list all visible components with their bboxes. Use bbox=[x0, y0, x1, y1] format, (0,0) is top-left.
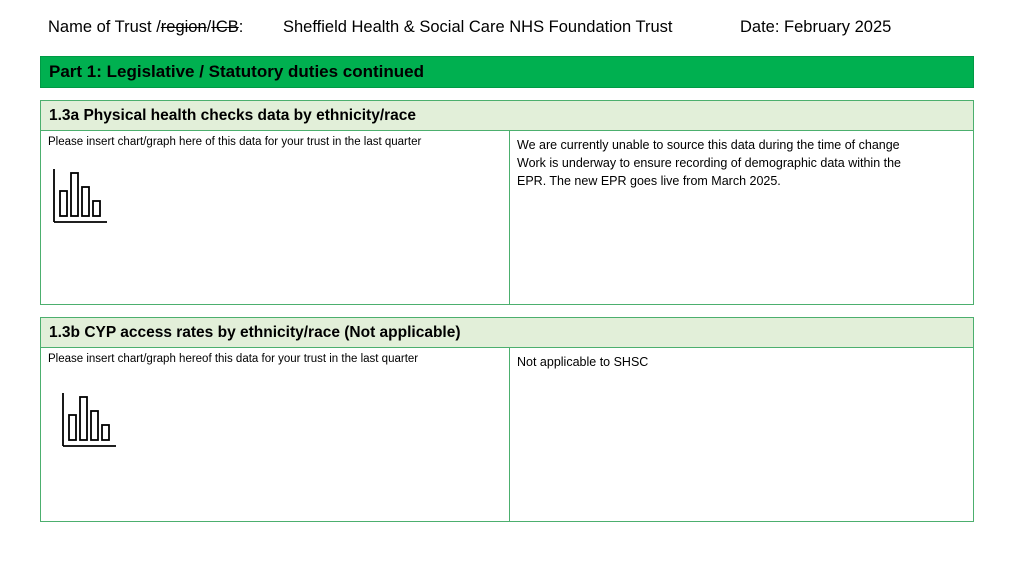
response-text: Not applicable to SHSC bbox=[517, 355, 649, 369]
section-title: 1.3a Physical health checks data by ethnicity/race bbox=[41, 101, 973, 131]
chart-placeholder-cell[interactable] bbox=[41, 131, 510, 304]
section-title: 1.3b CYP access rates by ethnicity/race (Not applicable) bbox=[41, 318, 973, 348]
chart-instruction: Please insert chart/graph here of this data for your trust in the last quarter bbox=[48, 136, 422, 148]
slide-header bbox=[48, 18, 1004, 42]
response-cell[interactable] bbox=[510, 348, 973, 521]
section-1-3a bbox=[40, 100, 974, 305]
section-1-3b bbox=[40, 317, 974, 522]
date-label: Date: February 2025 bbox=[740, 18, 892, 36]
trust-name-label: Name of Trust /region/ICB: bbox=[48, 18, 244, 36]
bar-chart-icon bbox=[60, 391, 118, 449]
part-banner: Part 1: Legislative / Statutory duties continued bbox=[40, 56, 974, 88]
chart-instruction: Please insert chart/graph hereof this data for your trust in the last quarter bbox=[48, 353, 419, 365]
trust-name-value: Sheffield Health & Social Care NHS Foundation Trust bbox=[283, 18, 673, 36]
bar-chart-icon bbox=[51, 167, 109, 225]
response-text: We are currently unable to source this data during the time of change Work is underway to ensure recording of demographic data within the EPR. The new EPR goes live from March 2025. bbox=[517, 138, 902, 188]
chart-placeholder-cell[interactable] bbox=[41, 348, 510, 521]
response-cell[interactable] bbox=[510, 131, 973, 304]
